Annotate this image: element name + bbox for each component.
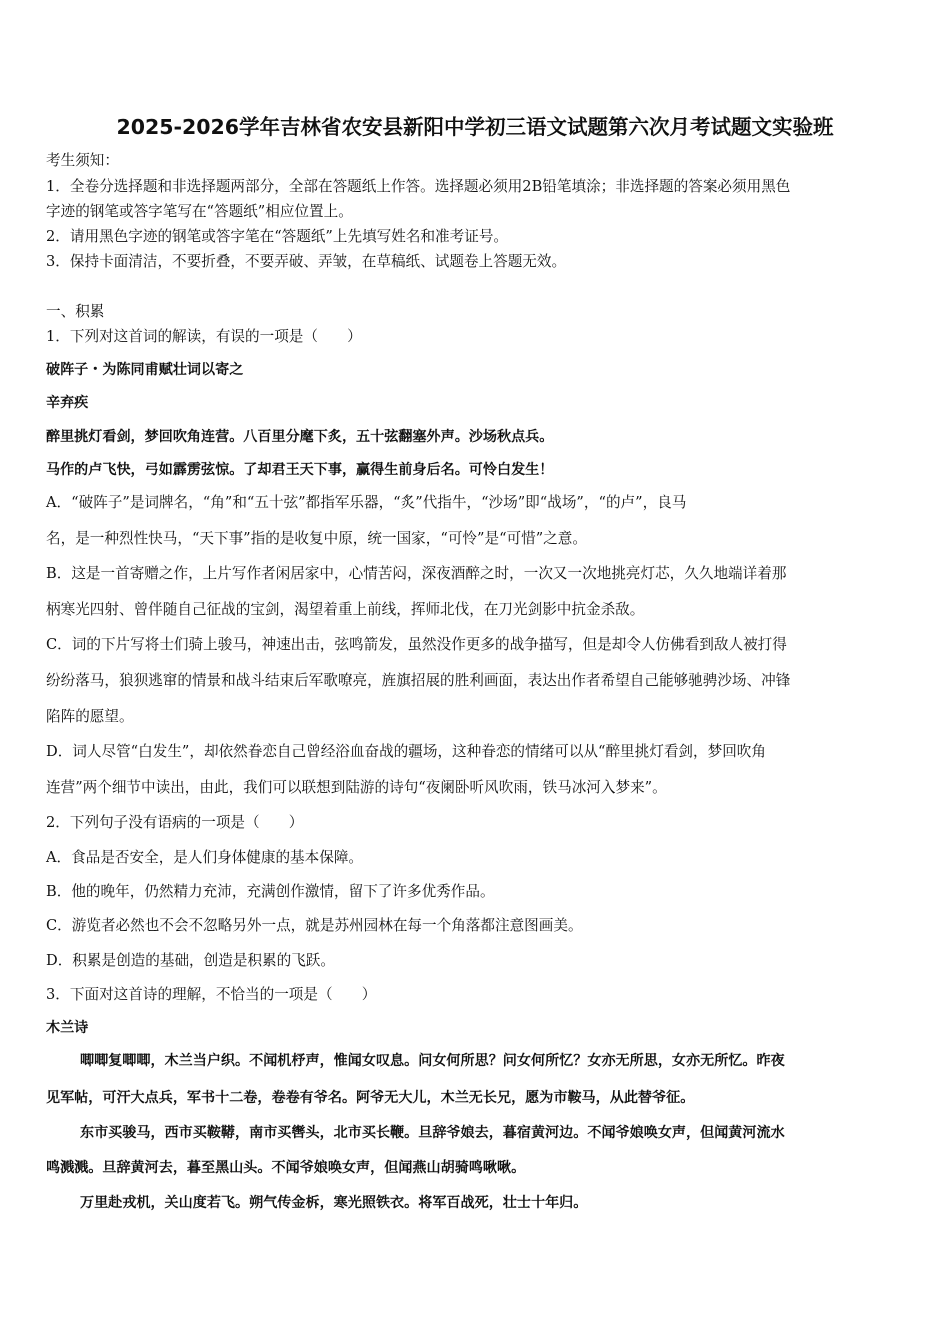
poem-line: 东市买骏马，西市买鞍鞯，南市买辔头，北市买长鞭。旦辞爷娘去，暮宿黄河边。不闻爷娘唤女声，但闻黄河流水 — [80, 1125, 785, 1141]
poem-line: 马作的卢飞快，弓如霹雳弦惊。了却君王天下事，赢得生前身后名。可怜白发生！ — [46, 462, 554, 478]
option-line: 连营”两个细节中读出，由此，我们可以联想到陆游的诗句“夜阑卧听风吹雨，铁马冰河入梦来”。 — [46, 779, 667, 796]
option-line: 纷纷落马，狼狈逃窜的情景和战斗结束后军歌嘹亮，旌旗招展的胜利画面，表达出作者希望自己能够驰骋沙场、冲锋 — [46, 672, 791, 689]
option-line: C．词的下片写将士们骑上骏马，神速出击，弦鸣箭发，虽然没作更多的战争描写，但是却令人仿佛看到敌人被打得 — [46, 636, 787, 653]
option-line: A．“破阵子”是词牌名，“角”和“五十弦”都指军乐器，“炙”代指牛，“沙场”即“战场”，“的卢”，良马 — [46, 494, 687, 511]
poem-line: 醉里挑灯看剑，梦回吹角连营。八百里分麾下炙，五十弦翻塞外声。沙场秋点兵。 — [46, 429, 554, 445]
poem-line: 鸣溅溅。旦辞黄河去，暮至黑山头。不闻爷娘唤女声，但闻燕山胡骑鸣啾啾。 — [46, 1160, 526, 1176]
notice-line: 3．保持卡面清洁，不要折叠，不要弄破、弄皱，在草稿纸、试题卷上答题无效。 — [46, 253, 567, 270]
option-line: 名，是一种烈性快马，“天下事”指的是收复中原，统一国家，“可怜”是“可惜”之意。 — [46, 530, 587, 547]
section-heading: 一、积累 — [46, 303, 105, 320]
question-stem: 1．下列对这首词的解读，有误的一项是（ ） — [46, 328, 362, 345]
poem-title: 破阵子・为陈同甫赋壮词以寄之 — [46, 362, 244, 378]
question-stem: 3．下面对这首诗的理解，不恰当的一项是（ ） — [46, 986, 377, 1003]
notice-line: 字迹的钢笔或答字笔写在“答题纸”相应位置上。 — [46, 203, 353, 220]
page-title: 2025-2026学年吉林省农安县新阳中学初三语文试题第六次月考试题文实验班 — [116, 115, 834, 139]
option-line: A．食品是否安全，是人们身体健康的基本保障。 — [46, 849, 364, 866]
notice-line: 2．请用黑色字迹的钢笔或答字笔在“答题纸”上先填写姓名和准考证号。 — [46, 228, 509, 245]
question-stem: 2．下列句子没有语病的一项是（ ） — [46, 814, 304, 831]
option-line: D．积累是创造的基础，创造是积累的飞跃。 — [46, 952, 335, 969]
notice-line: 1．全卷分选择题和非选择题两部分，全部在答题纸上作答。选择题必须用2B铅笔填涂；非选择题的答案必须用黑色 — [46, 178, 791, 195]
poem-line: 唧唧复唧唧，木兰当户织。不闻机杼声，惟闻女叹息。问女何所思？问女何所忆？女亦无所思，女亦无所忆。昨夜 — [80, 1053, 785, 1069]
option-line: 柄寒光四射、曾伴随自己征战的宝剑，渴望着重上前线，挥师北伐，在刀光剑影中抗金杀敌。 — [46, 601, 645, 618]
option-line: D．词人尽管“白发生”，却依然眷恋自己曾经浴血奋战的疆场，这种眷恋的情绪可以从“醉里挑灯看剑，梦回吹角 — [46, 743, 766, 760]
poem-author: 辛弃疾 — [46, 395, 89, 411]
option-line: B．他的晚年，仍然精力充沛，充满创作激情，留下了许多优秀作品。 — [46, 883, 495, 900]
option-line: C．游览者必然也不会不忽略另外一点，就是苏州园林在每一个角落都注意图画美。 — [46, 917, 583, 934]
poem-title: 木兰诗 — [46, 1020, 89, 1036]
poem-line: 万里赴戎机，关山度若飞。朔气传金柝，寒光照铁衣。将军百战死，壮士十年归。 — [80, 1195, 588, 1211]
option-line: B．这是一首寄赠之作，上片写作者闲居家中，心情苦闷，深夜酒醉之时，一次又一次地挑亮灯芯，久久地端详着那 — [46, 565, 787, 582]
notice-heading: 考生须知： — [46, 152, 119, 169]
poem-line: 见军帖，可汗大点兵，军书十二卷，卷卷有爷名。阿爷无大儿，木兰无长兄，愿为市鞍马，从此替爷征。 — [46, 1090, 695, 1106]
option-line: 陷阵的愿望。 — [46, 708, 134, 725]
